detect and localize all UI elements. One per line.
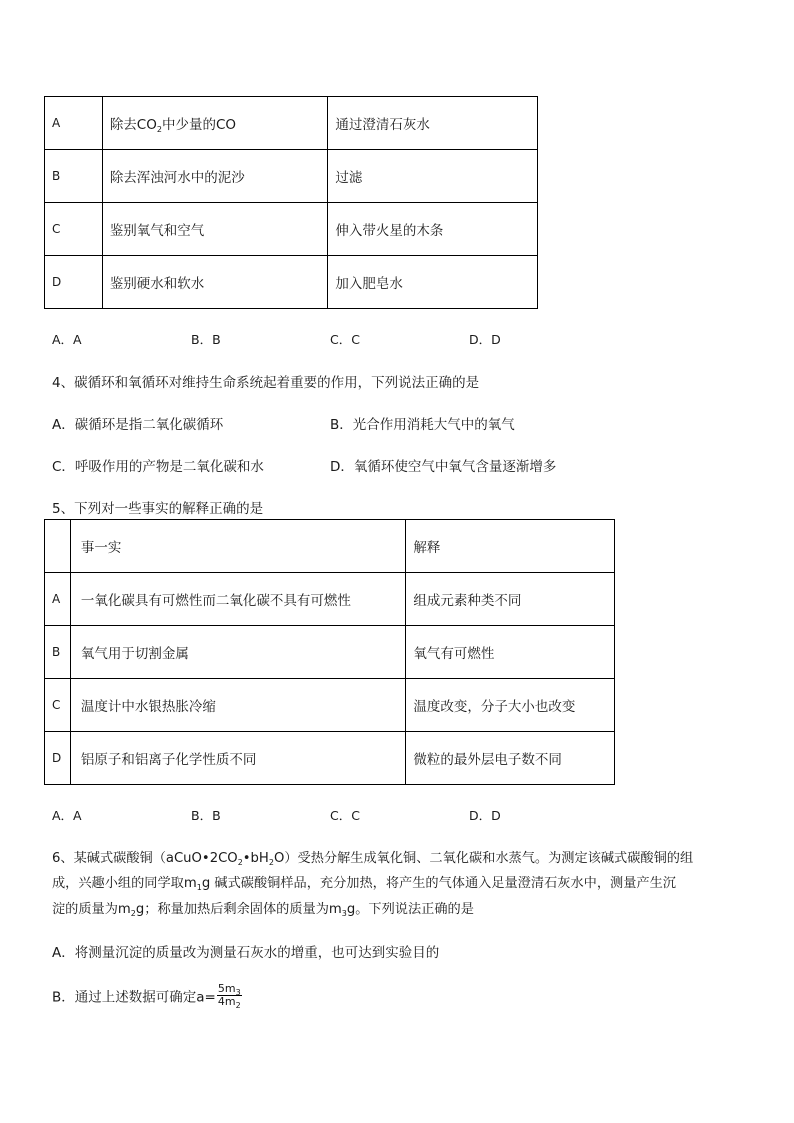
table-row xyxy=(45,679,615,732)
table-row xyxy=(45,203,538,256)
option-c[interactable]: C．C xyxy=(330,332,360,347)
option-a[interactable]: A．A xyxy=(52,332,82,347)
q4-option-a[interactable]: A．碳循环是指二氧化碳循环 xyxy=(52,417,224,433)
method-cell: 加入肥皂水 xyxy=(328,256,538,309)
question-4-stem: 4、碳循环和氧循环对维持生命系统起着重要的作用，下列说法正确的是 xyxy=(52,375,480,391)
explain-cell: 微粒的最外层电子数不同 xyxy=(406,732,615,785)
question-6-line-3: 淀的质量为$m_2g$；称量加热后剩余固体的质量为$m_3g$。下列说法正确的是 xyxy=(52,902,474,918)
row-label: D xyxy=(45,732,71,785)
question-6-line-2: 成，兴趣小组的同学取$m_1g$ 碱式碳酸铜样品，充分加热，将产生的气体通入足量澄清石灰水中，测量产生沉 xyxy=(52,876,676,892)
fact-cell: 温度计中水银热胀冷缩 xyxy=(70,679,405,732)
explain-cell: 温度改变，分子大小也改变 xyxy=(406,679,615,732)
table-row xyxy=(45,626,615,679)
q5-option-a[interactable]: A．A xyxy=(52,808,82,823)
table-row xyxy=(45,256,538,309)
purpose-cell: 鉴别氧气和空气 xyxy=(102,203,328,256)
fact-cell: 铝原子和铝离子化学性质不同 xyxy=(70,732,405,785)
table-facts-explanations xyxy=(44,519,615,785)
header-fact: 事一实 xyxy=(70,520,405,573)
method-cell: 通过澄清石灰水 xyxy=(328,97,538,150)
row-label: A xyxy=(45,573,71,626)
q5-option-b[interactable]: B．B xyxy=(191,808,221,823)
q6-option-a[interactable]: A．将测量沉淀的质量改为测量石灰水的增重，也可达到实验目的 xyxy=(52,945,440,961)
table-row xyxy=(45,573,615,626)
row-label: B xyxy=(45,626,71,679)
q6-option-b[interactable]: B．通过上述数据可确定a= $\frac{5m_3}{4m_2}$ xyxy=(52,982,241,1010)
row-label: A xyxy=(45,97,103,150)
table-row xyxy=(45,732,615,785)
explain-cell: 氧气有可燃性 xyxy=(406,626,615,679)
header-label xyxy=(45,520,71,573)
table-row xyxy=(45,97,538,150)
q4-option-b[interactable]: B．光合作用消耗大气中的氧气 xyxy=(330,417,515,433)
table-row xyxy=(45,150,538,203)
fraction: $\frac{5m_3}{4m_2}$ xyxy=(217,982,241,1010)
purpose-cell: 除去$CO_2$中少量的CO xyxy=(102,97,328,150)
q4-option-c[interactable]: C．呼吸作用的产物是二氧化碳和水 xyxy=(52,459,264,475)
method-cell: 伸入带火星的木条 xyxy=(328,203,538,256)
row-label: D xyxy=(45,256,103,309)
q5-option-c[interactable]: C．C xyxy=(330,808,360,823)
header-explain: 解释 xyxy=(406,520,615,573)
option-d[interactable]: D．D xyxy=(469,332,501,347)
row-label: B xyxy=(45,150,103,203)
purpose-cell: 鉴别硬水和软水 xyxy=(102,256,328,309)
row-label: C xyxy=(45,203,103,256)
row-label: C xyxy=(45,679,71,732)
q5-option-d[interactable]: D．D xyxy=(469,808,501,823)
question-6-line-1: 6、某碱式碳酸铜$(aCuO•2CO_2•bH_2O)$受热分解生成氧化铜、二氧化碳和水蒸气。为测定该碱式碳酸铜的组 xyxy=(52,851,694,867)
table-header-row xyxy=(45,520,615,573)
fact-cell: 氧气用于切割金属 xyxy=(70,626,405,679)
method-cell: 过滤 xyxy=(328,150,538,203)
q4-option-d[interactable]: D．氧循环使空气中氧气含量逐渐增多 xyxy=(330,459,557,475)
table-experiment-methods xyxy=(44,96,538,309)
fact-cell: 一氧化碳具有可燃性而二氧化碳不具有可燃性 xyxy=(70,573,405,626)
purpose-cell: 除去浑浊河水中的泥沙 xyxy=(102,150,328,203)
question-5-stem: 5、下列对一些事实的解释正确的是 xyxy=(52,501,264,517)
option-b[interactable]: B．B xyxy=(191,332,221,347)
explain-cell: 组成元素种类不同 xyxy=(406,573,615,626)
